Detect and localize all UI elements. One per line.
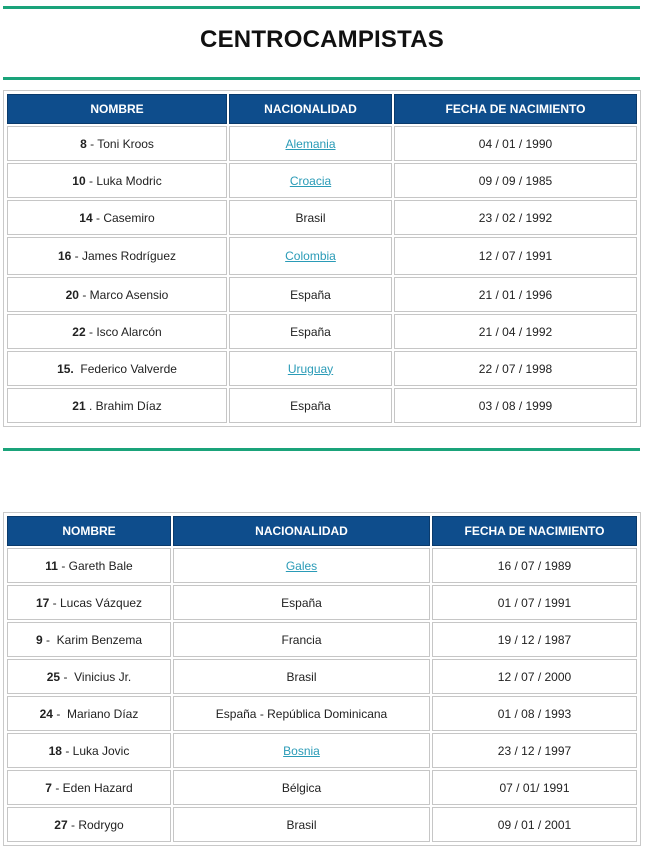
nationality-link[interactable]: Alemania xyxy=(285,136,336,151)
birthdate-cell: 21 / 01 / 1996 xyxy=(394,277,637,312)
player-cell xyxy=(7,351,227,386)
table-row xyxy=(7,351,637,386)
player-name: Isco Alarcón xyxy=(96,324,162,339)
player-number: 8 xyxy=(80,136,87,151)
column-header-nationality: NACIONALIDAD xyxy=(229,94,392,124)
player-name: Gareth Bale xyxy=(68,558,133,573)
nationality-cell xyxy=(173,548,430,583)
player-name: James Rodríguez xyxy=(81,249,177,263)
nationality-link[interactable]: Bosnia xyxy=(283,743,320,758)
table-row xyxy=(7,696,637,731)
player-name: Rodrygo xyxy=(78,817,124,832)
number-separator: - xyxy=(71,249,82,263)
player-cell xyxy=(7,126,227,161)
number-separator: - xyxy=(49,595,60,610)
birthdate-cell: 19 / 12 / 1987 xyxy=(432,622,637,657)
birthdate-cell: 23 / 02 / 1992 xyxy=(394,200,637,235)
nationality-cell xyxy=(173,696,430,731)
birthdate-cell: 04 / 01 / 1990 xyxy=(394,126,637,161)
birthdate-cell: 12 / 07 / 2000 xyxy=(432,659,637,694)
table-row xyxy=(7,200,637,235)
nationality-text: España - República Dominicana xyxy=(215,706,388,721)
player-number: 27 xyxy=(54,817,68,832)
birthdate-cell: 01 / 08 / 1993 xyxy=(432,696,637,731)
player-cell xyxy=(7,237,227,275)
number-separator: . xyxy=(85,398,96,413)
player-number: 10 xyxy=(72,173,86,188)
nationality-text: España xyxy=(290,398,331,413)
number-separator: - xyxy=(78,287,90,302)
top-divider xyxy=(3,6,640,9)
player-number: 7 xyxy=(45,780,52,795)
title-divider xyxy=(3,77,640,80)
birthdate-cell: 22 / 07 / 1998 xyxy=(394,351,637,386)
number-separator: - xyxy=(51,780,63,795)
players-table-2 xyxy=(3,512,641,846)
nationality-link[interactable]: Uruguay xyxy=(287,361,334,376)
nationality-text: Brasil xyxy=(286,817,317,832)
nationality-cell xyxy=(229,388,392,423)
number-separator: - xyxy=(60,669,75,684)
nationality-text: Bélgica xyxy=(281,780,322,795)
table-header-row xyxy=(7,516,637,546)
player-number: 24 xyxy=(39,706,53,721)
player-cell xyxy=(7,659,171,694)
player-cell xyxy=(7,548,171,583)
player-name: Karim Benzema xyxy=(56,632,143,647)
nationality-link[interactable]: Colombia xyxy=(285,249,336,263)
number-separator: - xyxy=(52,706,67,721)
player-cell xyxy=(7,277,227,312)
nationality-link[interactable]: Croacia xyxy=(289,173,332,188)
player-name: Eden Hazard xyxy=(62,780,133,795)
player-cell xyxy=(7,696,171,731)
nationality-cell xyxy=(229,126,392,161)
player-cell xyxy=(7,733,171,768)
number-separator: - xyxy=(42,632,57,647)
table-row xyxy=(7,548,637,583)
player-number: 16 xyxy=(57,249,72,263)
table-row xyxy=(7,733,637,768)
number-separator: - xyxy=(85,324,97,339)
nationality-text: Brasil xyxy=(295,210,326,225)
player-number: 11 xyxy=(45,558,58,573)
birthdate-cell: 16 / 07 / 1989 xyxy=(432,548,637,583)
birthdate-cell: 09 / 09 / 1985 xyxy=(394,163,637,198)
player-number: 18 xyxy=(48,743,62,758)
nationality-text: Francia xyxy=(281,632,322,647)
number-separator: - xyxy=(86,136,98,151)
table-row xyxy=(7,807,637,842)
player-cell xyxy=(7,388,227,423)
player-name: Lucas Vázquez xyxy=(59,595,143,610)
player-cell xyxy=(7,163,227,198)
column-header-name: NOMBRE xyxy=(7,516,171,546)
page-title: CENTROCAMPISTAS xyxy=(200,26,444,53)
table-row xyxy=(7,314,637,349)
number-separator: - xyxy=(92,210,104,225)
player-cell xyxy=(7,200,227,235)
player-number: 22 xyxy=(72,324,86,339)
table-row xyxy=(7,622,637,657)
nationality-cell xyxy=(229,237,392,275)
player-number: 15. xyxy=(57,361,74,376)
nationality-cell xyxy=(229,314,392,349)
player-cell xyxy=(7,314,227,349)
player-number: 25 xyxy=(46,669,61,684)
number-separator: - xyxy=(85,173,97,188)
player-name: Federico Valverde xyxy=(80,361,177,376)
table-row xyxy=(7,126,637,161)
birthdate-cell: 09 / 01 / 2001 xyxy=(432,807,637,842)
birthdate-cell: 01 / 07 / 1991 xyxy=(432,585,637,620)
column-header-birthdate: FECHA DE NACIMIENTO xyxy=(432,516,637,546)
nationality-text: España xyxy=(290,287,331,302)
nationality-cell xyxy=(173,733,430,768)
nationality-cell xyxy=(173,622,430,657)
player-cell xyxy=(7,770,171,805)
nationality-text: España xyxy=(290,324,331,339)
nationality-cell xyxy=(173,585,430,620)
nationality-cell xyxy=(229,277,392,312)
player-name: Luka Jovic xyxy=(72,743,130,758)
birthdate-cell: 03 / 08 / 1999 xyxy=(394,388,637,423)
table-row xyxy=(7,659,637,694)
nationality-text: España xyxy=(281,595,322,610)
player-number: 17 xyxy=(35,595,50,610)
player-number: 21 xyxy=(72,398,86,413)
column-header-birthdate: FECHA DE NACIMIENTO xyxy=(394,94,637,124)
nationality-cell xyxy=(173,770,430,805)
table-row xyxy=(7,770,637,805)
table-row xyxy=(7,237,637,275)
player-name: Casemiro xyxy=(103,210,155,225)
nationality-text: Brasil xyxy=(286,669,317,684)
nationality-cell xyxy=(229,163,392,198)
players-table-1 xyxy=(3,90,641,427)
player-cell xyxy=(7,585,171,620)
player-number: 9 xyxy=(35,632,43,647)
middle-divider xyxy=(3,448,640,451)
table-row xyxy=(7,163,637,198)
player-name: Luka Modric xyxy=(96,173,162,188)
player-cell xyxy=(7,807,171,842)
birthdate-cell: 07 / 01/ 1991 xyxy=(432,770,637,805)
birthdate-cell: 21 / 04 / 1992 xyxy=(394,314,637,349)
player-name: Marco Asensio xyxy=(89,287,169,302)
column-header-nationality: NACIONALIDAD xyxy=(173,516,430,546)
number-separator: - xyxy=(57,558,69,573)
nationality-link[interactable]: Gales xyxy=(285,558,318,573)
number-separator: - xyxy=(67,817,79,832)
number-separator: - xyxy=(61,743,73,758)
nationality-cell xyxy=(173,659,430,694)
player-name: Mariano Díaz xyxy=(66,706,139,721)
nationality-cell xyxy=(229,351,392,386)
player-name: Brahim Díaz xyxy=(95,398,162,413)
nationality-cell xyxy=(229,200,392,235)
table-header-row xyxy=(7,94,637,124)
player-cell xyxy=(7,622,171,657)
player-name: Vinicius Jr. xyxy=(74,669,132,684)
table-row xyxy=(7,277,637,312)
nationality-cell xyxy=(173,807,430,842)
player-number: 20 xyxy=(65,287,79,302)
table-row xyxy=(7,388,637,423)
birthdate-cell: 12 / 07 / 1991 xyxy=(394,237,637,275)
column-header-name: NOMBRE xyxy=(7,94,227,124)
player-number: 14 xyxy=(79,210,93,225)
birthdate-cell: 23 / 12 / 1997 xyxy=(432,733,637,768)
table-row xyxy=(7,585,637,620)
player-name: Toni Kroos xyxy=(97,136,154,151)
